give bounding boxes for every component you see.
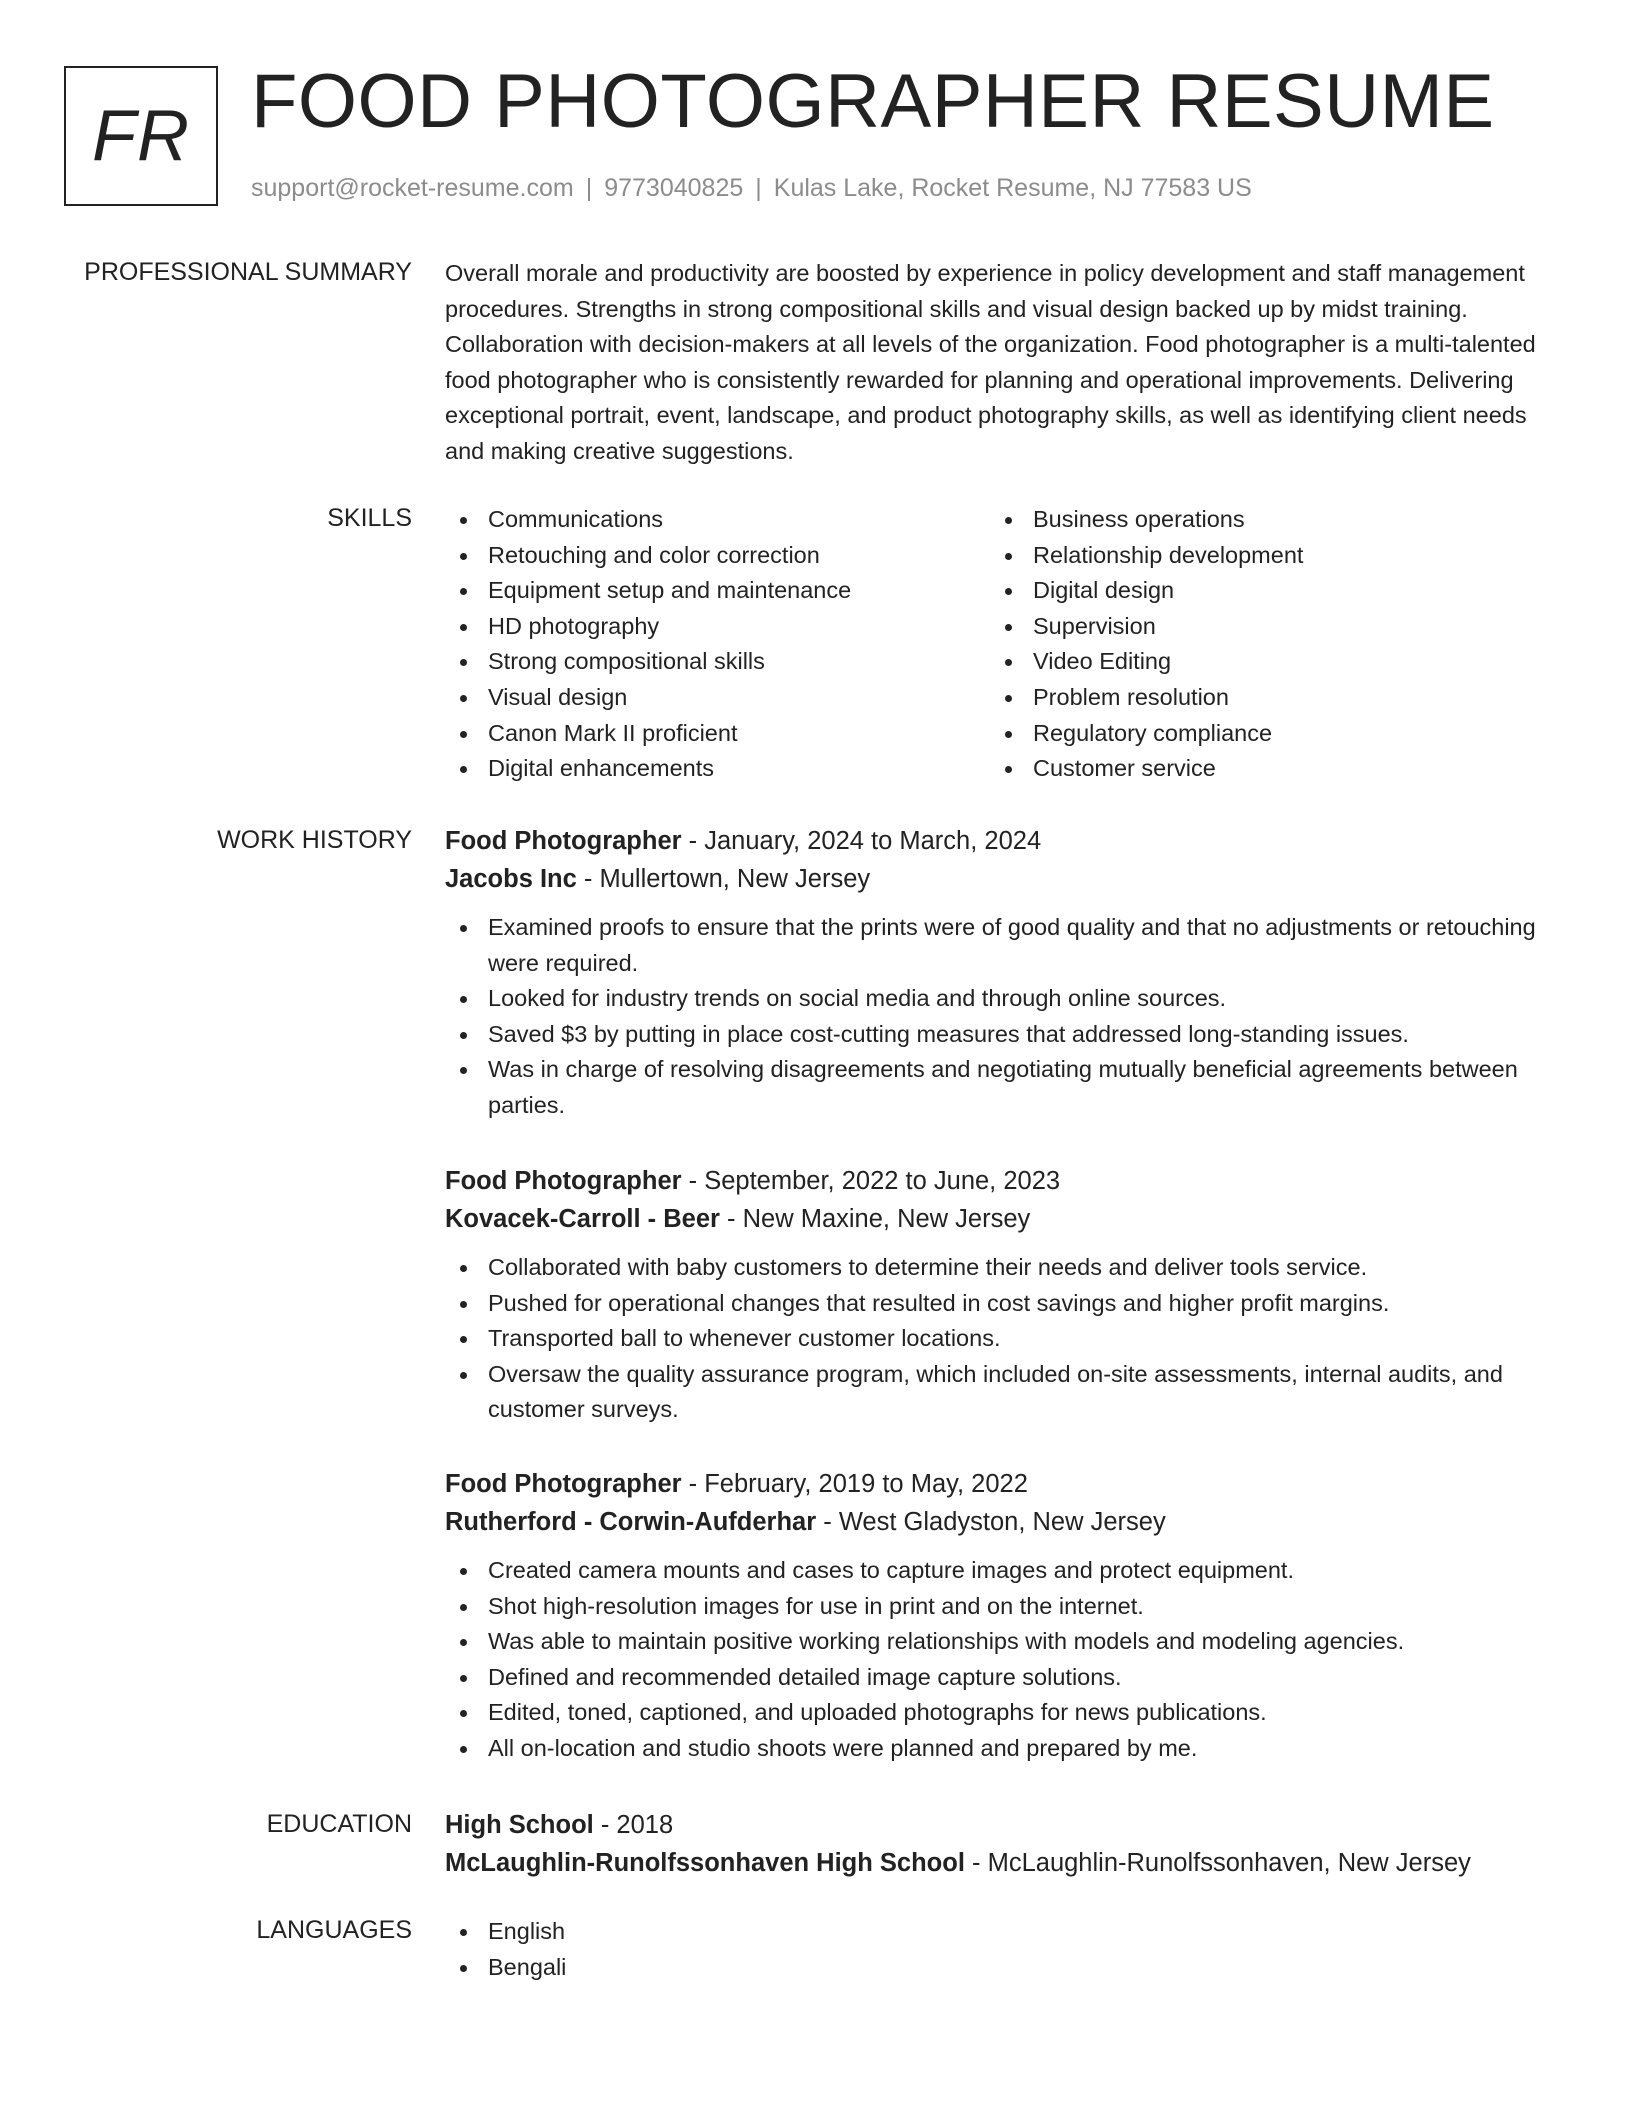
duty-item: Defined and recommended detailed image capture solutions. [445, 1660, 1560, 1696]
job-entry [445, 822, 1560, 1124]
duty-item: Was able to maintain positive working relationships with models and modeling agencies. [445, 1624, 1560, 1660]
job-dates: - February, 2019 to May, 2022 [681, 1470, 1028, 1498]
skill-item: Regulatory compliance [990, 716, 1535, 752]
summary-text: Overall morale and productivity are boosted by experience in policy development and staff management procedures. Strengths in strong compositional skills and visual design backed up by midst training. Collaboration with decision-makers at all levels of the organization. Food photographer is a multi-talented food photographer who is consistently rewarded for planning and operational improvements. Delivering exceptional portrait, event, landscape, and product photography skills, as well as identifying client needs and making creative suggestions. [445, 260, 1536, 464]
skill-item: Problem resolution [990, 680, 1535, 716]
work-history-heading: WORK HISTORY [217, 826, 412, 854]
skills-list [445, 502, 1560, 787]
skills-column-left [445, 502, 990, 787]
skill-item: Video Editing [990, 644, 1535, 680]
contact-email: support@rocket-resume.com [251, 174, 574, 202]
skill-item: Communications [445, 502, 990, 538]
job-title-line [445, 822, 1560, 860]
contact-line [251, 174, 1252, 203]
duty-item: Created camera mounts and cases to capture images and protect equipment. [445, 1553, 1560, 1589]
resume-title: FOOD PHOTOGRAPHER RESUME [251, 59, 1495, 144]
job-company-line [445, 1503, 1560, 1541]
job-dates: - January, 2024 to March, 2024 [681, 827, 1042, 855]
contact-phone: 9773040825 [604, 174, 744, 202]
education-degree: High School [445, 1811, 594, 1839]
skills-heading: SKILLS [327, 504, 412, 532]
summary-body [445, 256, 1560, 470]
skill-item: Supervision [990, 609, 1535, 645]
duty-item: Shot high-resolution images for use in print and on the internet. [445, 1589, 1560, 1625]
job-company: Rutherford - Corwin-Aufderhar [445, 1508, 817, 1536]
education-year: - 2018 [593, 1811, 674, 1839]
monogram-initials: FR [92, 96, 190, 176]
languages-list [445, 1914, 1560, 1985]
education-degree-line [445, 1806, 1560, 1844]
job-title-line [445, 1465, 1560, 1503]
job-entry [445, 1162, 1560, 1428]
skill-item: Visual design [445, 680, 990, 716]
skill-item: Customer service [990, 751, 1535, 787]
duty-item: Saved $3 by putting in place cost-cutting measures that addressed long-standing issues. [445, 1017, 1560, 1053]
duty-item: Examined proofs to ensure that the prints were of good quality and that no adjustments or retouching were required. [445, 910, 1560, 981]
duty-item: Pushed for operational changes that resulted in cost savings and higher profit margins. [445, 1286, 1560, 1322]
contact-address: Kulas Lake, Rocket Resume, NJ 77583 US [773, 174, 1252, 202]
duty-item: Oversaw the quality assurance program, which included on-site assessments, internal audits, and customer surveys. [445, 1357, 1560, 1428]
skill-item: Canon Mark II proficient [445, 716, 990, 752]
job-company: Jacobs Inc [445, 865, 577, 893]
job-duties [445, 1250, 1560, 1428]
skill-item: Relationship development [990, 538, 1535, 574]
job-location: - Mullertown, New Jersey [576, 865, 871, 893]
education-school-line [445, 1844, 1560, 1882]
duty-item: Edited, toned, captioned, and uploaded photographs for news publications. [445, 1695, 1560, 1731]
contact-separator: | [585, 174, 593, 202]
languages-heading: LANGUAGES [256, 1916, 412, 1944]
language-item: English [445, 1914, 1560, 1950]
skill-item: HD photography [445, 609, 990, 645]
skill-item: Digital design [990, 573, 1535, 609]
duty-item: Collaborated with baby customers to determine their needs and deliver tools service. [445, 1250, 1560, 1286]
skill-item: Equipment setup and maintenance [445, 573, 990, 609]
skills-column-right [990, 502, 1535, 787]
language-item: Bengali [445, 1950, 1560, 1986]
job-company: Kovacek-Carroll - Beer [445, 1205, 720, 1233]
skill-item: Digital enhancements [445, 751, 990, 787]
job-dates: - September, 2022 to June, 2023 [681, 1167, 1061, 1195]
languages-body [445, 1914, 1560, 1985]
job-title: Food Photographer [445, 1167, 682, 1195]
summary-heading: PROFESSIONAL SUMMARY [84, 258, 412, 286]
education-school: McLaughlin-Runolfssonhaven High School [445, 1849, 965, 1877]
skill-item: Retouching and color correction [445, 538, 990, 574]
job-duties [445, 1553, 1560, 1767]
education-location: - McLaughlin-Runolfssonhaven, New Jersey [964, 1849, 1471, 1877]
duty-item: Transported ball to whenever customer locations. [445, 1321, 1560, 1357]
duty-item: Looked for industry trends on social media and through online sources. [445, 981, 1560, 1017]
job-entry [445, 1465, 1560, 1767]
duty-item: Was in charge of resolving disagreements and negotiating mutually beneficial agreements between parties. [445, 1052, 1560, 1123]
job-company-line [445, 1200, 1560, 1238]
job-title-line [445, 1162, 1560, 1200]
skill-item: Strong compositional skills [445, 644, 990, 680]
education-heading: EDUCATION [266, 1810, 412, 1838]
job-title: Food Photographer [445, 1470, 682, 1498]
job-company-line [445, 860, 1560, 898]
duty-item: All on-location and studio shoots were planned and prepared by me. [445, 1731, 1560, 1767]
monogram-box [64, 66, 218, 206]
education-body [445, 1806, 1560, 1882]
skill-item: Business operations [990, 502, 1535, 538]
job-location: - New Maxine, New Jersey [719, 1205, 1031, 1233]
job-title: Food Photographer [445, 827, 682, 855]
contact-separator: | [755, 174, 762, 202]
job-duties [445, 910, 1560, 1124]
job-location: - West Gladyston, New Jersey [816, 1508, 1166, 1536]
